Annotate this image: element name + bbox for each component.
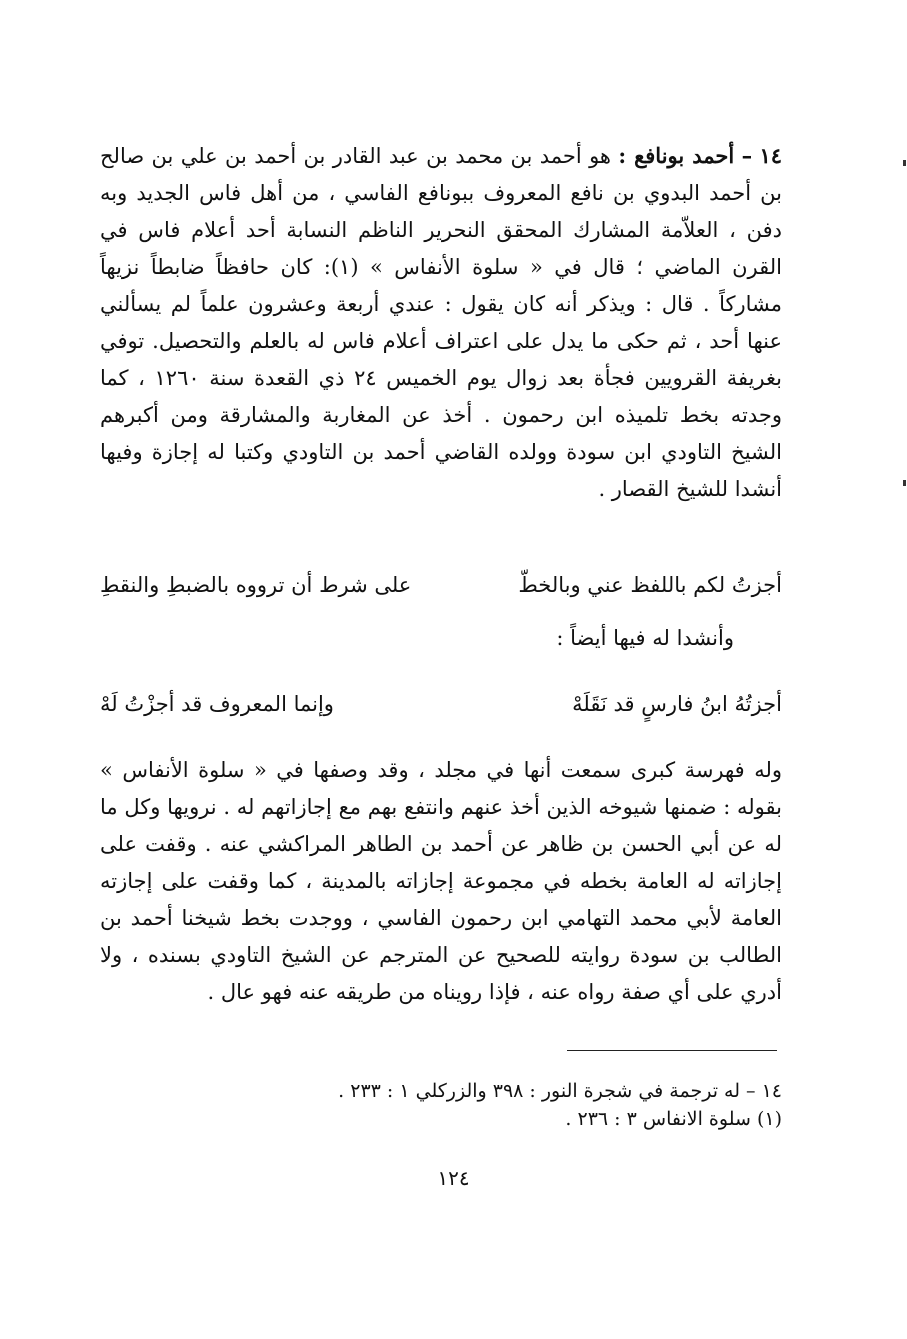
biography-paragraph xyxy=(100,137,782,508)
poem-verse-1 xyxy=(100,567,782,604)
fahrasa-paragraph: وله فهرسة كبرى سمعت أنها في مجلد ، وقد وصفها في « سلوة الأنفاس » بقوله : ضمنها شيوخه الذين أخذ عنهم وانتفع بهم مع إجازاتهم له . نرويها وكل ما له عن أبي الحسن بن ظاهر عن أحمد بن الطاهر المراكشي عنه . وقفت على إجازاته له العامة بخطه في مجموعة إجازاته بالمدينة ، كما وقفت على إجازته العامة لأبي محمد التهامي ابن رحمون الفاسي ، ووجدت بخط شيخنا أحمد بن الطالب بن سودة روايته للصحيح عن المترجم عن الشيخ التاودي بسنده ، ولا أدري على أي صفة رواه عنه ، فإذا رويناه من طريقه عنه فهو عال . xyxy=(100,758,782,1004)
verse-1-hemistich-1: أجزتُ لكم باللفظ عني وبالخطّ xyxy=(518,573,782,597)
verse-intro-line: وأنشدا له فيها أيضاً : xyxy=(556,626,734,650)
footnote-divider xyxy=(567,1050,777,1051)
entry-body: هو أحمد بن محمد بن عبد القادر بن أحمد بن علي بن صالح بن أحمد البدوي بن نافع المعروف ببونافع الفاسي ، من أهل فاس الجديد وبه دفن ، العلاّمة المشارك المحقق النحرير الناظم النسابة أحد أعلام فاس في القرن الماضي ؛ قال في « سلوة الأنفاس » (١): كان حافظاً ضابطاً نزيهاً مشاركاً . قال : ويذكر أنه كان يقول : عندي أربعة وعشرون علماً لم يسألني عنها أحد ، ثم حكى ما يدل على اعتراف أعلام فاس له بالعلم والتحصيل. توفي بغريفة القرويين فجأة بعد زوال يوم الخميس ٢٤ ذي القعدة سنة ١٢٦٠ ، كما وجدته بخط تلميذه ابن رحمون . أخذ عن المغاربة والمشارقة ومن أكبرهم الشيخ التاودي ابن سودة وولده القاضي أحمد بن التاودي وكتبا له إجازة وفيها أنشدا للشيخ القصار . xyxy=(100,144,782,501)
verse-1-hemistich-2: على شرط أن ترووه بالضبطِ والنقطِ xyxy=(100,573,412,597)
page-number: ١٢٤ xyxy=(437,1166,470,1190)
footnote-reference: (١) سلوة الانفاس ٣ : ٢٣٦ . xyxy=(565,1108,782,1130)
entry-name: أحمد بونافع : xyxy=(618,143,735,168)
footnote-entry: ١٤ – له ترجمة في شجرة النور : ٣٩٨ والزركلي ١ : ٢٣٣ . xyxy=(338,1080,782,1102)
verse-2-hemistich-2: وإنما المعروف قد أجزْتُ لَهْ xyxy=(100,692,334,716)
scan-mark xyxy=(903,480,906,486)
verse-2-hemistich-1: أجزتُهُ ابنُ فارسٍ قد نَقَلَهْ xyxy=(572,692,782,716)
entry-number: ١٤ xyxy=(759,143,782,168)
entry-dash: – xyxy=(741,143,753,168)
scan-mark xyxy=(903,160,906,166)
poem-verse-2 xyxy=(100,686,782,723)
